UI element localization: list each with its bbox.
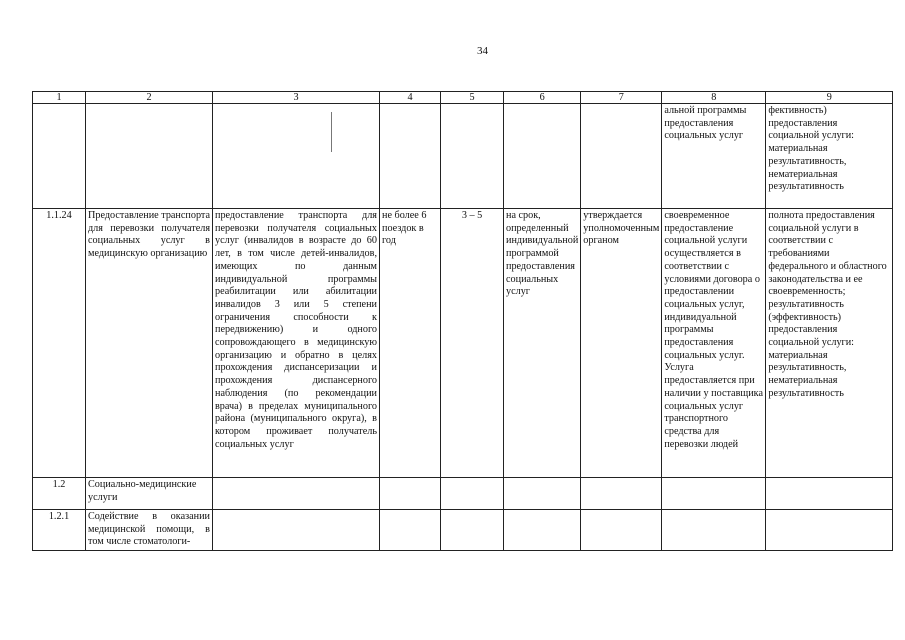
section-row: [33, 478, 893, 510]
column-header-9: 9: [766, 92, 893, 104]
cell-empty: [441, 478, 504, 510]
cell-empty: [504, 104, 581, 209]
section-number: 1.2: [33, 478, 86, 510]
service-name: Содействие в оказании медицинской помощи, в том числе стоматологи-: [86, 510, 213, 551]
service-conditions: своевременное предоставление социальной услуги осуществляется в соответствии с условиями договора о предоставлении социальных услуг, индивидуальной программы предоставления социальных услуг. Услуга предоставляется при наличии у поставщика социальных услуг транспортного средства для перевозки людей: [662, 209, 766, 478]
services-table: [32, 91, 893, 551]
continuation-quality: фективность) предоставления социальной услуги: материальная результативность, нематериальная результативность: [766, 104, 893, 209]
service-number: 1.2.1: [33, 510, 86, 551]
cell-empty: [662, 510, 766, 551]
cell-empty: [380, 510, 441, 551]
cell-empty: [766, 478, 893, 510]
table-row: [33, 209, 893, 478]
service-tariff: утверждается уполномоченным органом: [581, 209, 662, 478]
cell-empty: [581, 478, 662, 510]
service-volume: не более 6 поездок в год: [380, 209, 441, 478]
continuation-row: [33, 104, 893, 209]
column-header-1: 1: [33, 92, 86, 104]
cell-empty: [766, 510, 893, 551]
column-header-4: 4: [380, 92, 441, 104]
column-header-7: 7: [581, 92, 662, 104]
cell-empty: [380, 104, 441, 209]
cell-empty: [213, 478, 380, 510]
service-name: Предоставление транспорта для перевозки получателя социальных услуг в медицинскую организацию: [86, 209, 213, 478]
column-header-3: 3: [213, 92, 380, 104]
service-quality: полнота предоставления социальной услуги в соответствии с требованиями федерального и областного законодательства и ее своевременность; результативность (эффективность) предоставления социальной услуги: материальная результативность, нематериальная результативность: [766, 209, 893, 478]
service-term: на срок, определенный индивидуальной программой предоставления социальных услуг: [504, 209, 581, 478]
service-number: 1.1.24: [33, 209, 86, 478]
header-row: [33, 92, 893, 104]
service-time: 3 – 5: [441, 209, 504, 478]
table-row: [33, 510, 893, 551]
column-header-2: 2: [86, 92, 213, 104]
continuation-conditions: альной программы предоставления социальных услуг: [662, 104, 766, 209]
column-header-6: 6: [504, 92, 581, 104]
cell-empty: [441, 104, 504, 209]
cell-empty: [86, 104, 213, 209]
column-header-5: 5: [441, 92, 504, 104]
cell-empty: [33, 104, 86, 209]
cell-empty: [441, 510, 504, 551]
cell-empty: [380, 478, 441, 510]
cell-empty: [213, 104, 380, 209]
cell-empty: [213, 510, 380, 551]
scan-artifact-line: [331, 112, 332, 152]
section-name: Социально-медицинские услуги: [86, 478, 213, 510]
cell-empty: [581, 104, 662, 209]
column-header-8: 8: [662, 92, 766, 104]
cell-empty: [581, 510, 662, 551]
cell-empty: [662, 478, 766, 510]
cell-empty: [504, 478, 581, 510]
cell-empty: [504, 510, 581, 551]
page-number: 34: [477, 45, 488, 57]
service-description: предоставление транспорта для перевозки получателя социальных услуг (инвалидов в возрасте до 60 лет, в том числе детей-инвалидов, имеющих по данным индивидуальной программы реабилитации или абилитации инвалидов 3 или 5 степени ограничения способности к передвижению) и одного сопровождающего в медицинскую организацию и обратно в целях прохождения диспансеризации и прохождения диспансерного наблюдения (по рекомендации врача) в пределах муниципального района (муниципального округа), в котором проживает получатель социальных услуг: [213, 209, 380, 478]
